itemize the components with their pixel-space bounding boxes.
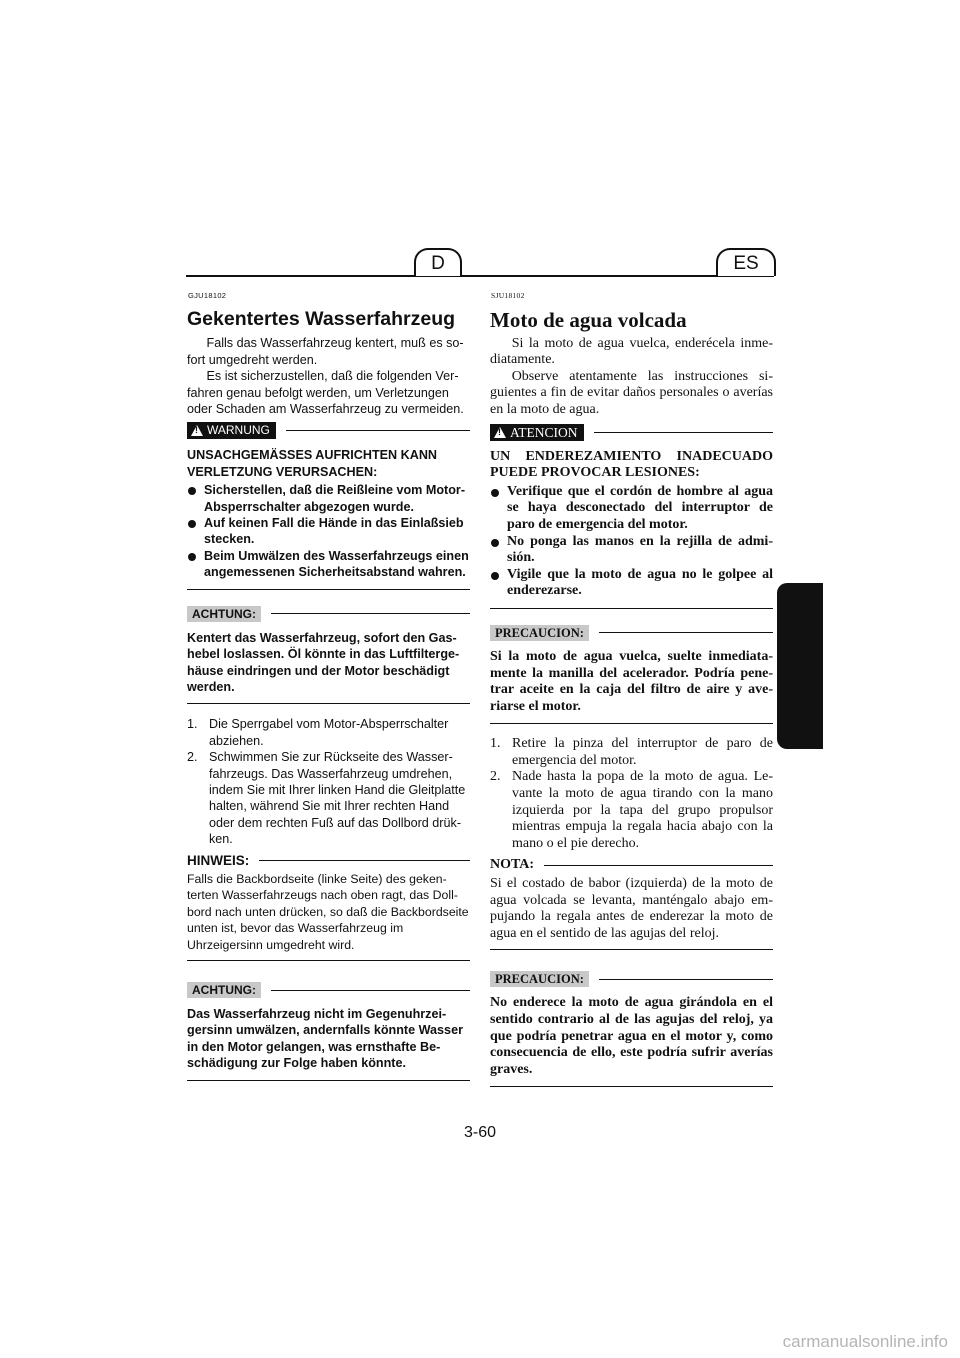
caution-text: Das Wasserfahrzeug nicht im Gegenuhrzeigersinn umwälzen, andernfalls könnte Wasser in den Motor gelangen, was ernsthafte Beschädigung zur Folge haben könnte. — [187, 1006, 470, 1081]
list-item: 1. Retire la pinza del interruptor de paro de emergencia del motor. — [490, 736, 773, 768]
note-label-row — [490, 857, 773, 874]
warning-label-row — [187, 422, 470, 439]
warning-list — [490, 484, 773, 600]
section-code: SJU18102 — [491, 291, 525, 300]
intro-paragraph: Observe atentamente las instrucciones siguientes a fin de evitar daños personales o averías en la moto de agua. — [490, 368, 773, 417]
section-title: Moto de agua volcada — [490, 307, 687, 332]
bullet-icon — [188, 520, 196, 528]
list-item: 2. Schwimmen Sie zur Rückseite des Wasserfahrzeugs. Das Wasserfahrzeug umdrehen, indem Sie mit Ihrer linken Hand die Gleitplatte halten, während Sie mit Ihrer rechten Hand oder dem rechten Fuß auf das Dollbord drükken. — [187, 750, 466, 847]
bullet-icon — [491, 572, 499, 580]
intro-paragraph: Falls das Wasserfahrzeug kentert, muß es sofort umgedreht werden. — [187, 336, 464, 367]
bullet-icon — [491, 489, 499, 497]
steps-list — [187, 716, 470, 847]
list-item: Auf keinen Fall die Hände in das Einlaßsieb stecken. — [187, 515, 470, 548]
caution-badge: PRECAUCION: — [490, 625, 589, 641]
language-tab-german: D — [414, 248, 462, 276]
list-item: 1. Die Sperrgabel vom Motor-Absperrschalter abziehen. — [187, 717, 449, 748]
caution-text: No enderece la moto de agua girándola en el sentido contrario al de las agujas del reloj, ya que podría penetrar agua en el motor y, como consecuencia de ello, este podría sufrir averías graves. — [490, 995, 773, 1087]
chapter-side-tab — [777, 583, 823, 749]
warning-triangle-icon — [494, 427, 506, 438]
section-code: GJU18102 — [188, 291, 227, 300]
caution-label-row — [490, 971, 773, 987]
warning-box — [490, 449, 773, 609]
intro-paragraph: Si la moto de agua vuelca, enderécela inmediatamente. — [490, 335, 773, 368]
warning-label-row — [490, 424, 773, 441]
bullet-icon — [188, 553, 196, 561]
section-title: Gekentertes Wasserfahrzeug — [187, 308, 456, 331]
caution-label-row — [187, 606, 470, 622]
language-tab-spanish: ES — [716, 248, 776, 276]
list-item: Sicherstellen, daß die Reißleine vom MotorAbsperrschalter abgezogen wurde. — [187, 482, 470, 515]
caution-label-row — [490, 625, 773, 641]
caution-text: Si la moto de agua vuelca, suelte inmediatamente la manilla del acelerador. Podría penetrar aceite en la caja del filtro de aire y averiarse el motor. — [490, 649, 773, 724]
caution-text: Kentert das Wasserfahrzeug, sofort den Gashebel loslassen. Öl könnte in das Luftfiltergehäuse eindringen und der Motor beschädigt werden. — [187, 630, 470, 705]
warning-box — [187, 447, 470, 589]
caution-badge: ACHTUNG: — [187, 982, 261, 998]
warning-list — [187, 482, 470, 580]
header-rule — [186, 275, 774, 277]
warning-triangle-icon — [191, 425, 203, 436]
german-column — [187, 288, 470, 1081]
note-text: Si el costado de babor (izquierda) de la moto de agua volcada se levanta, manténgalo abajo empujando la regala antes de enderezar la moto de agua en el sentido de las agujas del reloj. — [490, 876, 773, 950]
list-item: No ponga las manos en la rejilla de admisión. — [490, 534, 773, 567]
warning-heading: UN ENDEREZAMIENTO INADECUADO PUEDE PROVOCAR LESIONES: — [490, 448, 773, 481]
list-item: 2. Nade hasta la popa de la moto de agua. Levante la moto de agua tirando con la mano izquierda por la tapa del grupo propulsor mientras empuja la regala hacia abajo con la mano o el pie derecho. — [490, 769, 773, 851]
list-item: Verifique que el cordón de hombre al agua se haya desconectado del interruptor de paro de emergencia del motor. — [490, 484, 773, 534]
note-label: NOTA: — [490, 857, 535, 873]
caution-badge: ACHTUNG: — [187, 606, 261, 622]
bullet-icon — [188, 487, 196, 495]
note-label-row — [187, 853, 470, 869]
steps-list — [490, 736, 773, 852]
intro-paragraph: Es ist sicherzustellen, daß die folgenden Verfahren genau befolgt werden, um Verletzungen oder Schaden am Wasserfahrzeug zu vermeiden. — [187, 369, 464, 417]
page-number: 3-60 — [463, 1124, 497, 1141]
watermark: carmanualsonline.info — [782, 1332, 948, 1351]
warning-badge: ! WARNUNG — [187, 422, 276, 439]
note-text: Falls die Backbordseite (linke Seite) des gekenterten Wasserfahrzeugs nach oben ragt, das Dollbord nach unten drücken, so daß die Backbordseite unten ist, bevor das Wasserfahrzeug im Uhrzeigersinn umgedreht wird. — [187, 871, 470, 961]
warning-heading: UNSACHGEMÄSSES AUFRICHTEN KANN VERLETZUNG VERURSACHEN: — [187, 448, 438, 479]
spanish-column — [490, 288, 773, 1087]
caution-label-row — [187, 982, 470, 998]
warning-badge: ! ATENCION — [490, 424, 584, 441]
caution-badge: PRECAUCION: — [490, 971, 589, 987]
list-item: Vigile que la moto de agua no le golpee al enderezarse. — [490, 567, 773, 600]
list-item: Beim Umwälzen des Wasserfahrzeugs einen angemessenen Sicherheitsabstand wahren. — [187, 548, 470, 581]
bullet-icon — [491, 539, 499, 547]
note-label: HINWEIS: — [187, 852, 250, 868]
